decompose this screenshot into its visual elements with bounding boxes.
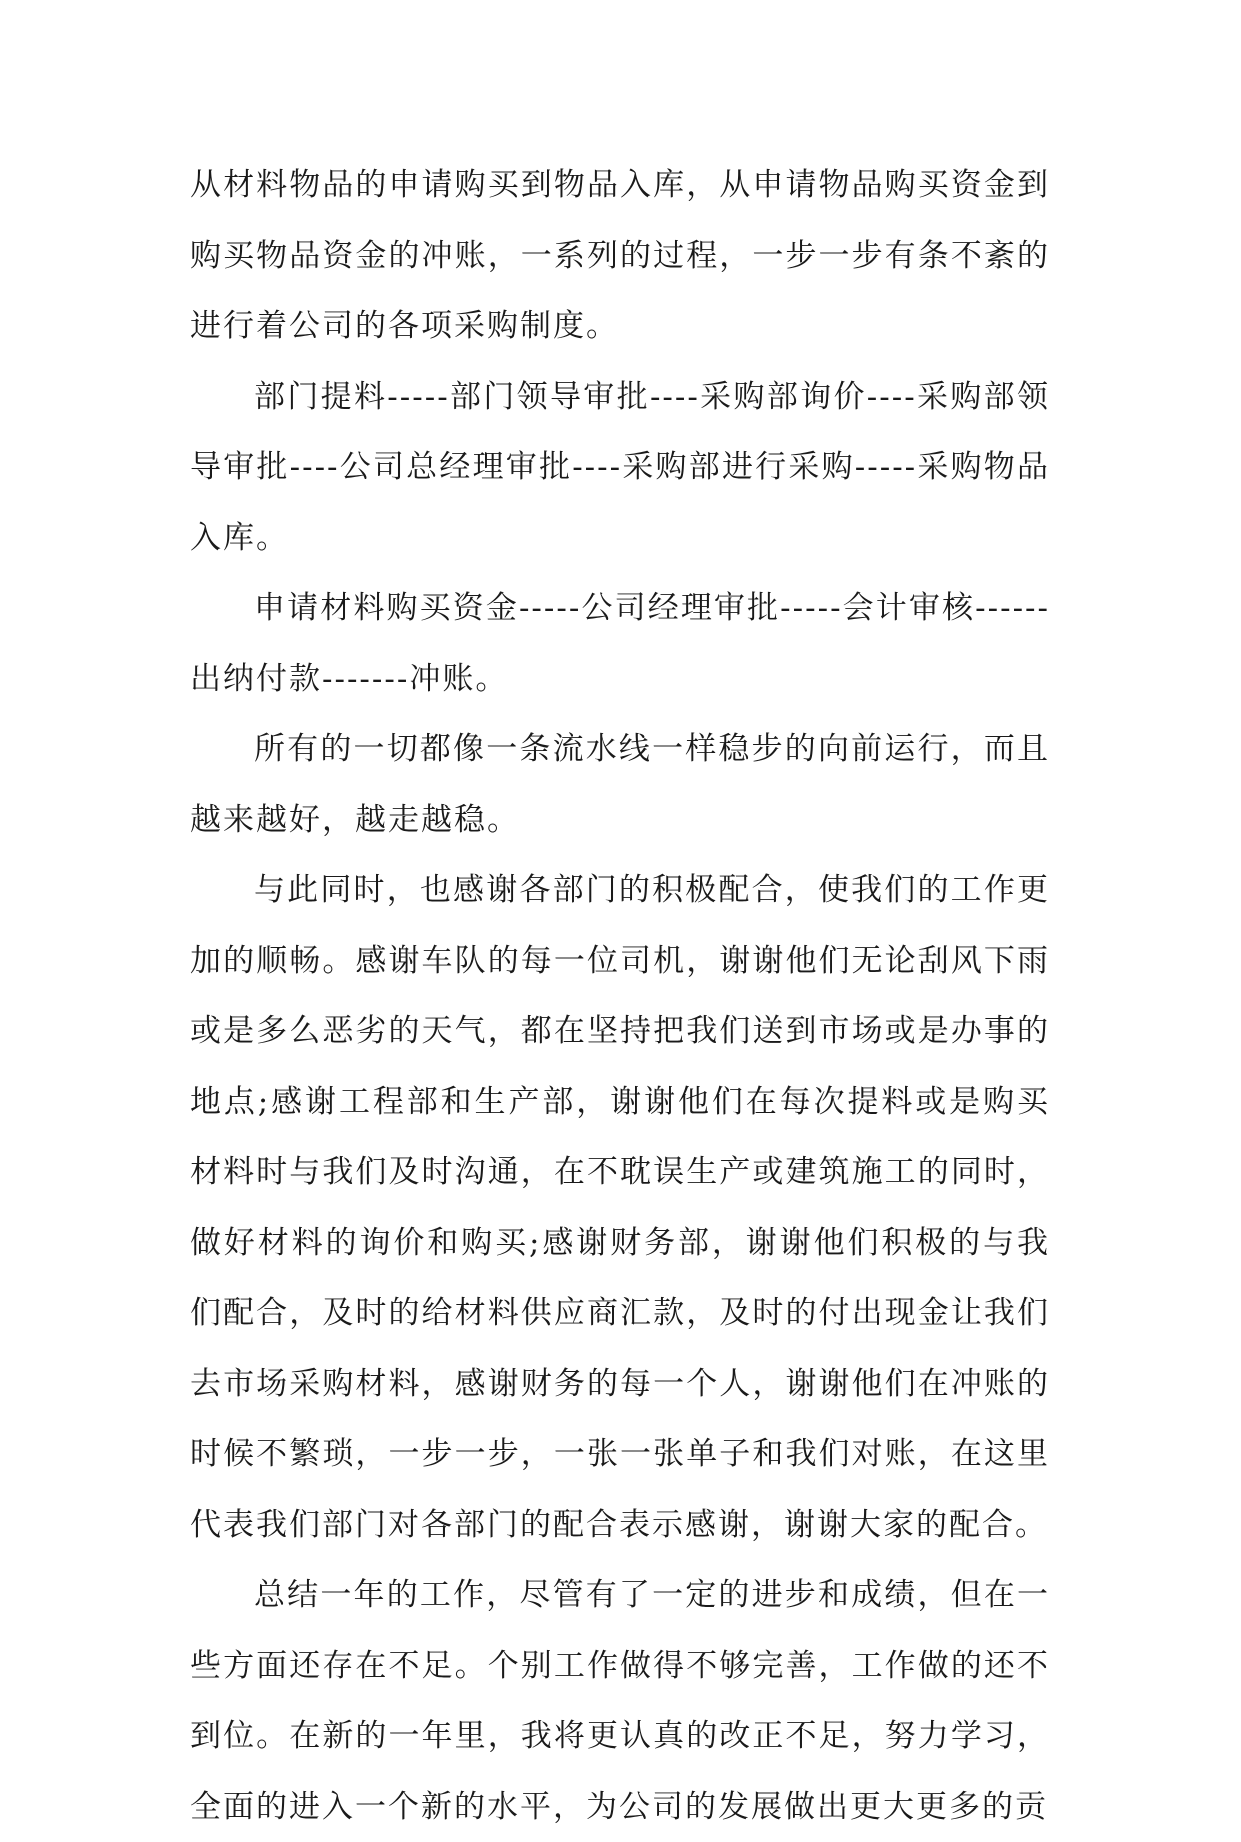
paragraph-procurement-process: 从材料物品的申请购买到物品入库，从申请物品购买资金到购买物品资金的冲账，一系列的过程，一步一步有条不紊的进行着公司的各项采购制度。 [190, 167, 1050, 344]
paragraph-assembly-line: 所有的一切都像一条流水线一样稳步的向前运行，而且越来越好，越走越稳。 [190, 731, 1050, 838]
paragraph-thanks-departments: 与此同时，也感谢各部门的积极配合，使我们的工作更加的顺畅。感谢车队的每一位司机，谢谢他们无论刮风下雨或是多么恶劣的天气，都在坚持把我们送到市场或是办事的地点;感谢工程部和生产部，谢谢他们在每次提料或是购买材料时与我们及时沟通，在不耽误生产或建筑施工的同时，做好材料的询价和购买;感谢财务部，谢谢他们积极的与我们配合，及时的给材料供应商汇款，及时的付出现金让我们去市场采购材料，感谢财务的每一个人，谢谢他们在冲账的时候不繁琐，一步一步，一张一张单子和我们对账，在这里代表我们部门对各部门的配合表示感谢，谢谢大家的配合。 [190, 872, 1050, 1543]
paragraph-material-flow: 部门提料-----部门领导审批----采购部询价----采购部领导审批----公司总经理审批----采购部进行采购-----采购物品入库。 [190, 378, 1050, 556]
document-page [190, 150, 1050, 1842]
paragraph-year-summary: 总结一年的工作，尽管有了一定的进步和成绩，但在一些方面还存在不足。个别工作做得不够完善，工作做的还不到位。在新的一年里，我将更认真的改正不足，努力学习，全面的进入一个新的水平，为公司的发展做出更大更多的贡 [190, 1577, 1050, 1825]
paragraph-funding-flow: 申请材料购买资金-----公司经理审批-----会计审核------出纳付款-------冲账。 [190, 590, 1050, 697]
